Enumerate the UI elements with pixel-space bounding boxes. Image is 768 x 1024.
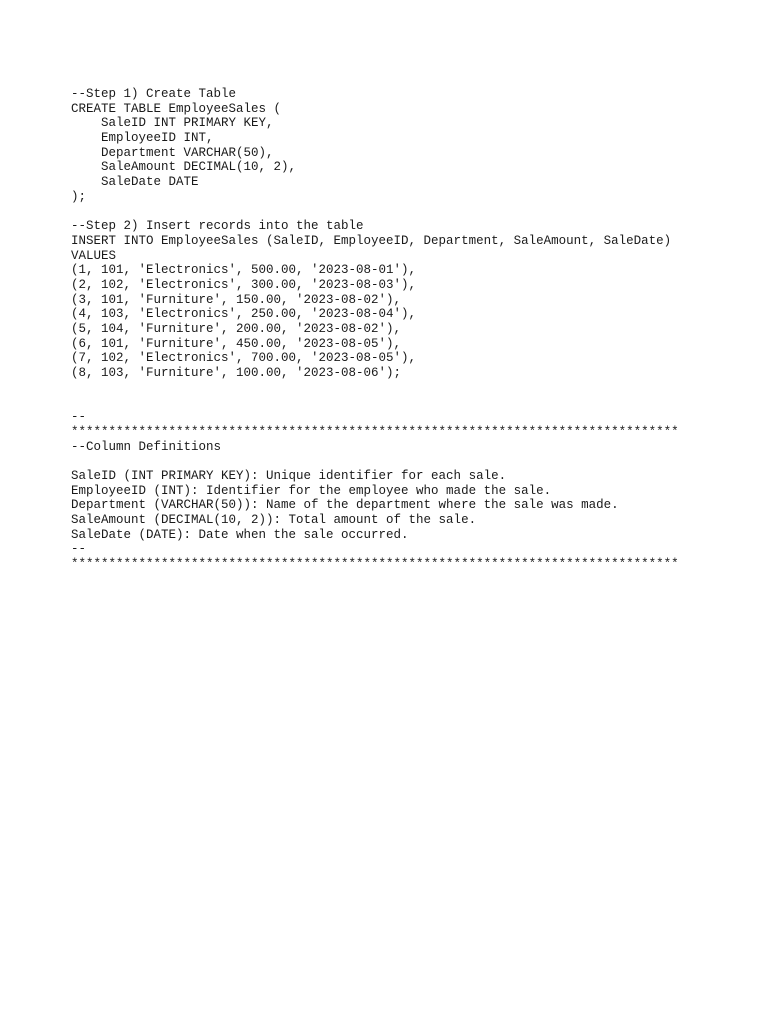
- value-row: (6, 101, 'Furniture', 450.00, '2023-08-05'),: [71, 336, 402, 351]
- value-row: (3, 101, 'Furniture', 150.00, '2023-08-02'),: [71, 292, 402, 307]
- definition-item: SaleAmount (DECIMAL(10, 2)): Total amount of the sale.: [71, 512, 477, 527]
- step2-section: [71, 219, 751, 381]
- blank-line: [71, 454, 751, 469]
- definition-item: EmployeeID (INT): Identifier for the employee who made the sale.: [71, 483, 552, 498]
- definitions-heading: --Column Definitions: [71, 439, 222, 454]
- column-line: SaleDate DATE: [71, 175, 199, 190]
- value-row: (1, 101, 'Electronics', 500.00, '2023-08-01'),: [71, 263, 417, 278]
- end-separator-dash: --: [71, 542, 87, 557]
- separator-stars: *********************************************************************************: [71, 424, 679, 439]
- column-line: EmployeeID INT,: [71, 131, 214, 146]
- step2-comment: --Step 2) Insert records into the table: [71, 219, 364, 234]
- value-row: (8, 103, 'Furniture', 100.00, '2023-08-06');: [71, 366, 402, 381]
- blank-line: [71, 381, 751, 396]
- definitions-section: [71, 410, 751, 572]
- create-table-close: );: [71, 189, 87, 204]
- separator-dash: --: [71, 410, 87, 425]
- insert-statement: INSERT INTO EmployeeSales (SaleID, EmployeeID, Department, SaleAmount, SaleDate): [71, 233, 672, 248]
- create-table-statement: CREATE TABLE EmployeeSales (: [71, 101, 282, 116]
- step1-section: [71, 87, 751, 205]
- values-keyword: VALUES: [71, 248, 117, 263]
- code-document: [71, 87, 751, 572]
- column-line: SaleID INT PRIMARY KEY,: [71, 116, 274, 131]
- value-row: (2, 102, 'Electronics', 300.00, '2023-08-03'),: [71, 277, 417, 292]
- value-row: (4, 103, 'Electronics', 250.00, '2023-08-04'),: [71, 307, 417, 322]
- step1-comment: --Step 1) Create Table: [71, 87, 237, 101]
- definition-item: SaleID (INT PRIMARY KEY): Unique identifier for each sale.: [71, 468, 507, 483]
- blank-line: [71, 205, 751, 220]
- definition-item: Department (VARCHAR(50)): Name of the department where the sale was made.: [71, 498, 619, 513]
- value-row: (7, 102, 'Electronics', 700.00, '2023-08-05'),: [71, 351, 417, 366]
- column-line: Department VARCHAR(50),: [71, 145, 274, 160]
- value-row: (5, 104, 'Furniture', 200.00, '2023-08-02'),: [71, 322, 402, 336]
- end-separator-stars: *********************************************************************************: [71, 557, 679, 571]
- blank-line: [71, 395, 751, 410]
- definition-item: SaleDate (DATE): Date when the sale occurred.: [71, 527, 409, 542]
- column-line: SaleAmount DECIMAL(10, 2),: [71, 160, 297, 175]
